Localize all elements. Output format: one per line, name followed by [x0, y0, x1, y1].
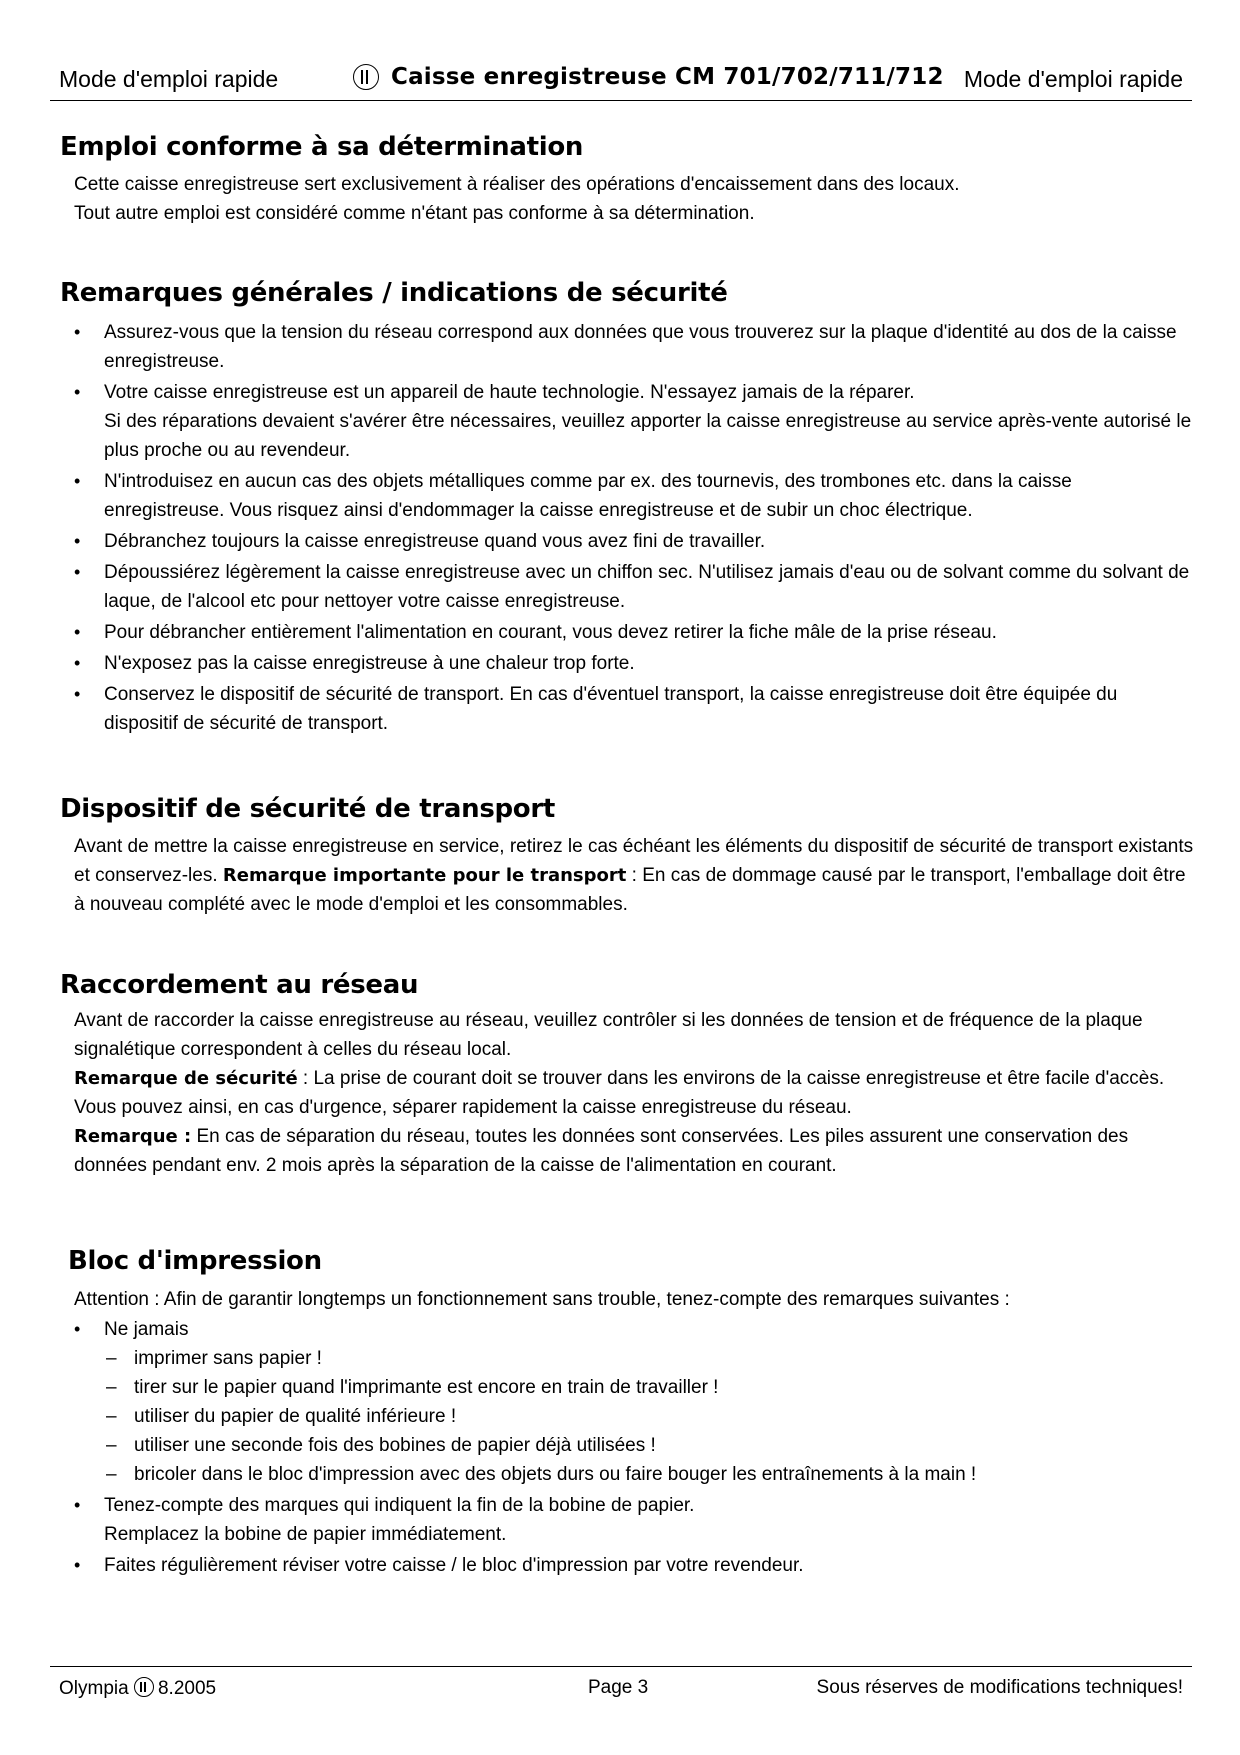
header-right-title: Mode d'emploi rapide — [963, 66, 1183, 92]
section-title-print-block: Bloc d'impression — [68, 1246, 322, 1276]
paragraph — [74, 1122, 1194, 1180]
never-list — [104, 1344, 1194, 1489]
bold-note: Remarque de sécurité — [74, 1068, 298, 1089]
list-item: • Débranchez toujours la caisse enregistreuse quand vous avez fini de travailler. — [74, 527, 1194, 556]
paragraph: Attention : Afin de garantir longtemps un fonctionnement sans trouble, tenez-compte des remarques suivantes : — [74, 1289, 1010, 1310]
section-body-network — [74, 1006, 1194, 1180]
list-item: • Dépoussiérez légèrement la caisse enregistreuse avec un chiffon sec. N'utilisez jamais d'eau ou de solvant comme du solvant de laque, de l'alcool etc pour nettoyer votre caisse enregistreuse. — [74, 558, 1194, 616]
olympia-logo-icon — [134, 1677, 154, 1697]
text-span: En cas de séparation du réseau, toutes les données sont conservées. Les piles assurent une conservation des données pendant env. 2 mois après la séparation de la caisse de l'alimentation en courant. — [74, 1126, 1129, 1176]
list-item-text: Si des réparations devaient s'avérer être nécessaires, veuillez apporter la caisse enregistreuse au service après-vente autorisé le plus proche ou au revendeur. — [104, 411, 1192, 461]
footer-note: Sous réserves de modifications techniques! — [816, 1677, 1183, 1698]
list-item: • N'introduisez en aucun cas des objets métalliques comme par ex. des tournevis, des trombones etc. dans la caisse enregistreuse. Vous risquez ainsi d'endommager la caisse enregistreuse et de subir un choc électrique. — [74, 467, 1194, 525]
dash-item: – utiliser une seconde fois des bobines de papier déjà utilisées ! — [104, 1431, 1194, 1460]
section-title-network: Raccordement au réseau — [60, 970, 419, 1000]
section-title-transport: Dispositif de sécurité de transport — [60, 794, 556, 824]
safety-list — [74, 318, 1194, 740]
footer-brand: Olympia — [59, 1678, 129, 1699]
list-item: • Assurez-vous que la tension du réseau correspond aux données que vous trouverez sur la plaque d'identité au dos de la caisse enregistreuse. — [74, 318, 1194, 376]
section-title-safety: Remarques générales / indications de sécurité — [60, 278, 728, 308]
footer-date: 8.2005 — [157, 1678, 217, 1699]
paragraph: Tout autre emploi est considéré comme n'étant pas conforme à sa détermination. — [74, 203, 755, 224]
page-header — [50, 64, 1192, 101]
header-left-title: Mode d'emploi rapide — [59, 66, 279, 92]
list-item: • Pour débrancher entièrement l'alimentation en courant, vous devez retirer la fiche mâle de la prise réseau. — [74, 618, 1194, 647]
olympia-logo-icon — [353, 64, 379, 90]
list-item: • N'exposez pas la caisse enregistreuse à une chaleur trop forte. — [74, 649, 1194, 678]
text-span: Avant de mettre la caisse enregistreuse en service, retirez le cas échéant les éléments du dispositif de sécurité de transport existants et conservez-les. — [74, 836, 1194, 886]
page-footer — [50, 1666, 1192, 1707]
footer-brand-date — [59, 1677, 216, 1700]
paragraph: Avant de raccorder la caisse enregistreuse au réseau, veuillez contrôler si les données de tension et de fréquence de la plaque signalétique correspondent à celles du réseau local. — [74, 1010, 1143, 1060]
text-span: : La prise de courant doit se trouver dans les environs de la caisse enregistreuse et être facile d'accès. Vous pouvez ainsi, en cas d'urgence, séparer rapidement la caisse enregistreuse du réseau. — [74, 1068, 1165, 1118]
section-body-transport — [74, 832, 1194, 919]
section-intro-print-block — [74, 1285, 1194, 1314]
bold-note: Remarque importante pour le transport — [222, 865, 627, 886]
header-center-title — [353, 64, 944, 90]
paragraph: Cette caisse enregistreuse sert exclusivement à réaliser des opérations d'encaissement dans des locaux. — [74, 174, 960, 195]
paragraph — [74, 1064, 1194, 1122]
list-item — [74, 1491, 1194, 1549]
dash-item: – bricoler dans le bloc d'impression avec des objets durs ou faire bouger les entraînements à la main ! — [104, 1460, 1194, 1489]
paragraph — [74, 832, 1194, 919]
print-block-list — [74, 1315, 1194, 1582]
list-item-text: • Tenez-compte des marques qui indiquent la fin de la bobine de papier. — [104, 1495, 695, 1516]
header-product-name: Caisse enregistreuse CM 701/702/711/712 — [391, 64, 944, 90]
list-item-text: • Votre caisse enregistreuse est un appareil de haute technologie. N'essayez jamais de la réparer. — [104, 382, 915, 403]
list-item — [74, 1315, 1194, 1489]
section-body-intended-use — [74, 170, 1194, 228]
dash-item: – tirer sur le papier quand l'imprimante est encore en train de travailler ! — [104, 1373, 1194, 1402]
dash-item: – imprimer sans papier ! — [104, 1344, 1194, 1373]
text-span: : En cas de dommage causé par le transport, l'emballage doit être à nouveau complété avec le mode d'emploi et les consommables. — [74, 865, 1186, 915]
dash-item: – utiliser du papier de qualité inférieure ! — [104, 1402, 1194, 1431]
list-item — [74, 378, 1194, 465]
page-number: Page 3 — [588, 1677, 649, 1698]
bold-note: Remarque : — [74, 1126, 192, 1147]
list-item: • Faites régulièrement réviser votre caisse / le bloc d'impression par votre revendeur. — [74, 1551, 1194, 1580]
list-item: • Conservez le dispositif de sécurité de transport. En cas d'éventuel transport, la caisse enregistreuse doit être équipée du dispositif de sécurité de transport. — [74, 680, 1194, 738]
section-title-intended-use: Emploi conforme à sa détermination — [60, 132, 584, 162]
list-item-text: Remplacez la bobine de papier immédiatement. — [104, 1524, 507, 1545]
list-item-text: • Ne jamais — [104, 1319, 189, 1340]
